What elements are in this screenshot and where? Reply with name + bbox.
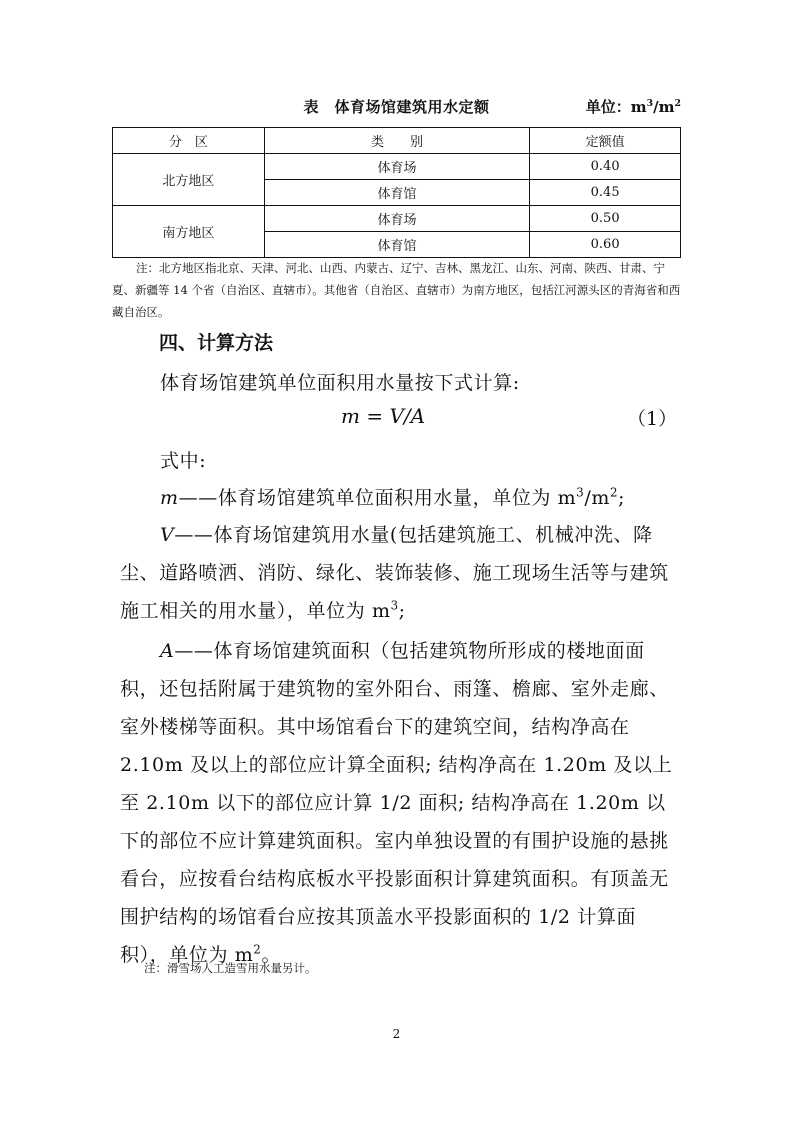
formula-number: （1） xyxy=(627,408,678,430)
definition-m: m——体育场馆建筑单位面积用水量，单位为 $m^3/m^2$; xyxy=(160,485,626,509)
type-cell: 体育馆 xyxy=(264,232,530,258)
section-note: 注：滑雪场人工造雪用水量另计。 xyxy=(144,961,317,975)
section-heading: 四、计算方法 xyxy=(159,332,274,354)
table-caption xyxy=(112,94,681,118)
definition-v: V——体育场馆建筑用水量(包括建筑施工、机械冲洗、降尘、道路喷洒、消防、绿化、装饰装修、施工现场生活等与建筑施工相关的用水量），单位为 $m^3$; xyxy=(120,524,669,622)
table-row xyxy=(113,154,681,180)
header-value: 定额值 xyxy=(530,128,681,154)
value-cell: 0.60 xyxy=(530,232,681,258)
type-cell: 体育场 xyxy=(264,154,530,180)
table-header-row xyxy=(113,128,681,154)
value-cell: 0.45 xyxy=(530,180,681,206)
table-note: 注：北方地区指北京、天津、河北、山西、内蒙古、辽宁、吉林、黑龙江、山东、河南、陕西、甘肃、宁夏、新疆等 14 个省（自治区、直辖市）。其他省（自治区、直辖市）为南方地区，包括江河源头区的青海省和西藏自治区。 xyxy=(112,261,681,319)
value-cell: 0.50 xyxy=(530,206,681,232)
intro-paragraph: 体育场馆建筑单位面积用水量按下式计算: xyxy=(160,372,520,394)
region-cell: 北方地区 xyxy=(113,154,265,206)
where-label: 式中: xyxy=(160,450,207,472)
table-unit: 单位：$m^3/m^2$ xyxy=(585,98,681,116)
header-region: 分 区 xyxy=(113,128,265,154)
table-row xyxy=(113,206,681,232)
header-type: 类 别 xyxy=(264,128,530,154)
region-cell: 南方地区 xyxy=(113,206,265,258)
water-quota-table xyxy=(112,127,681,258)
type-cell: 体育馆 xyxy=(264,180,530,206)
table-title: 表 体育场馆建筑用水定额 xyxy=(303,98,490,116)
definition-a: A——体育场馆建筑面积（包括建筑物所形成的楼地面面积，还包括附属于建筑物的室外阳台、雨篷、檐廊、室外走廊、室外楼梯等面积。其中场馆看台下的建筑空间，结构净高在 2.10m 及以上的部位应计算全面积; 结构净高在 1.20m 及以上至 2.10m 以下的部位应计算 1/2 面积; 结构净高在 1.20m 以下的部位不应计算建筑面积。室内单独设置的有围护设施的悬挑看台，应按看台结构底板水平投影面积计算建筑面积。有顶盖无围护结构的场馆看台应按其顶盖水平投影面积的 1/2 计算面积），单位为 $m^2$。 xyxy=(120,640,673,966)
formula: m = V/A xyxy=(341,404,426,428)
type-cell: 体育场 xyxy=(264,206,530,232)
page-number: 2 xyxy=(392,1027,401,1041)
value-cell: 0.40 xyxy=(530,154,681,180)
